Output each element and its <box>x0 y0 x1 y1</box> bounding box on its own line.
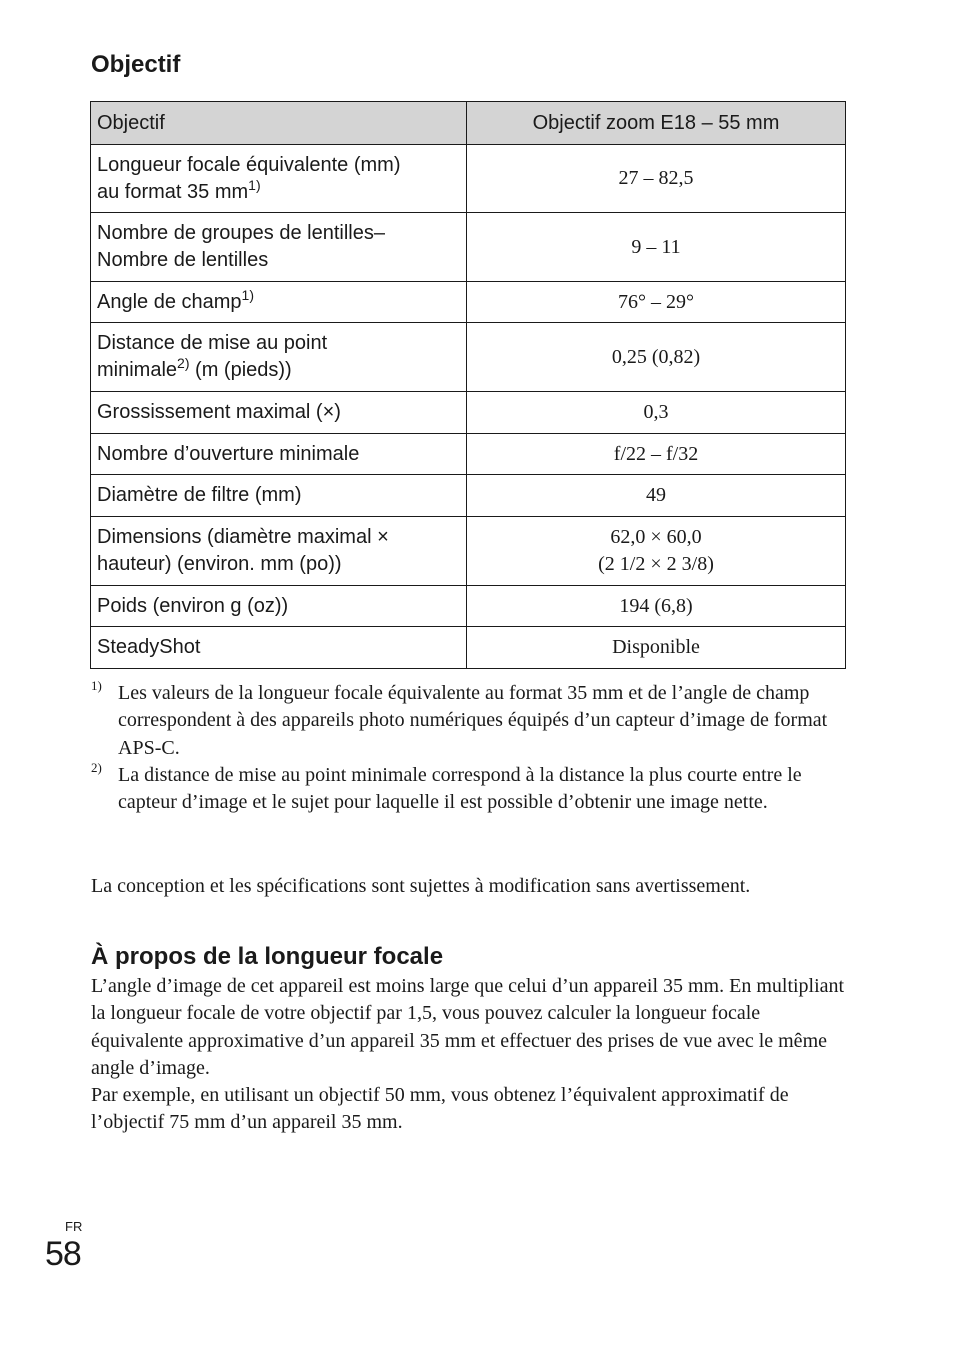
table-row <box>91 434 846 475</box>
spec-change-notice: La conception et les spécifications sont sujettes à modification sans avertissement. <box>91 875 751 897</box>
row-value: 0,3 <box>467 392 846 434</box>
footnote-text: La distance de mise au point minimale correspond à la distance la plus courte entre le capteur d’image et le sujet pour laquelle il est possible d’obtenir une image nette. <box>118 763 802 814</box>
row-value: 62,0 × 60,0 (2 1/2 × 2 3/8) <box>467 517 846 586</box>
table-row <box>91 323 846 392</box>
footnote-text: Les valeurs de la longueur focale équivalente au format 35 mm et de l’angle de champ correspondent à des appareils photo numériques équipés d’un capteur d’image de format APS-C. <box>118 682 828 759</box>
table-row <box>91 627 846 669</box>
footnote-2 <box>91 759 846 817</box>
row-label: Angle de champ$^{1)}$ <box>91 282 467 323</box>
focal-length-heading: À propos de la longueur focale <box>91 943 444 970</box>
header-value: Objectif zoom E18 – 55 mm <box>467 102 846 145</box>
table-row <box>91 282 846 323</box>
focal-length-example: Par exemple, en utilisant un objectif 50 mm, vous obtenez l’équivalent approximatif de l’objectif 75 mm d’un appareil 35 mm. <box>91 1084 789 1134</box>
row-value: 76° – 29° <box>467 282 846 323</box>
table-header-row <box>91 102 846 145</box>
row-value: Disponible <box>467 627 846 669</box>
footnote-1 <box>91 680 846 762</box>
language-label: FR <box>65 1219 83 1234</box>
header-label: Objectif <box>91 102 467 145</box>
row-label: Dimensions (diamètre maximal × hauteur) (environ. mm (po)) <box>91 517 467 586</box>
row-value: 49 <box>467 475 846 517</box>
table-row <box>91 475 846 517</box>
row-label: Distance de mise au point minimale$^{2)}$ (m (pieds)) <box>91 323 467 392</box>
section-title: Objectif <box>91 51 181 78</box>
footnote-ref: 1) <box>241 286 254 303</box>
focal-length-paragraph: L’angle d’image de cet appareil est moins large que celui d’un appareil 35 mm. En multipliant la longueur focale de votre objectif par 1,5, vous pouvez calculer la longueur focale équivalente approximative d’un appareil 35 mm et effectuer des prises de vue avec le même angle d’image. <box>91 975 845 1079</box>
row-value: 0,25 (0,82) <box>467 323 846 392</box>
row-value: 194 (6,8) <box>467 586 846 627</box>
row-label: Diamètre de filtre (mm) <box>91 475 467 517</box>
table-row <box>91 213 846 282</box>
footnote-ref: 1) <box>248 176 261 193</box>
spec-table <box>90 101 846 669</box>
row-label: Grossissement maximal (×) <box>91 392 467 434</box>
row-label: Nombre de groupes de lentilles– Nombre de lentilles <box>91 213 467 282</box>
row-label: SteadyShot <box>91 627 467 669</box>
footnote-mark: 1) <box>91 678 102 693</box>
page-number: 58 <box>45 1235 81 1273</box>
row-value: 9 – 11 <box>467 213 846 282</box>
table-row <box>91 517 846 586</box>
row-value: 27 – 82,5 <box>467 145 846 213</box>
row-label: Longueur focale équivalente (mm) au format 35 mm$^{1)}$ <box>91 145 467 213</box>
footnote-mark: 2) <box>91 759 102 775</box>
footnote-ref: 2) <box>177 355 190 371</box>
table-row <box>91 392 846 434</box>
table-row <box>91 586 846 627</box>
row-value: f/22 – f/32 <box>467 434 846 475</box>
table-row <box>91 145 846 213</box>
row-label: Nombre d’ouverture minimale <box>91 434 467 475</box>
footnotes <box>91 680 846 816</box>
row-label: Poids (environ g (oz)) <box>91 586 467 627</box>
